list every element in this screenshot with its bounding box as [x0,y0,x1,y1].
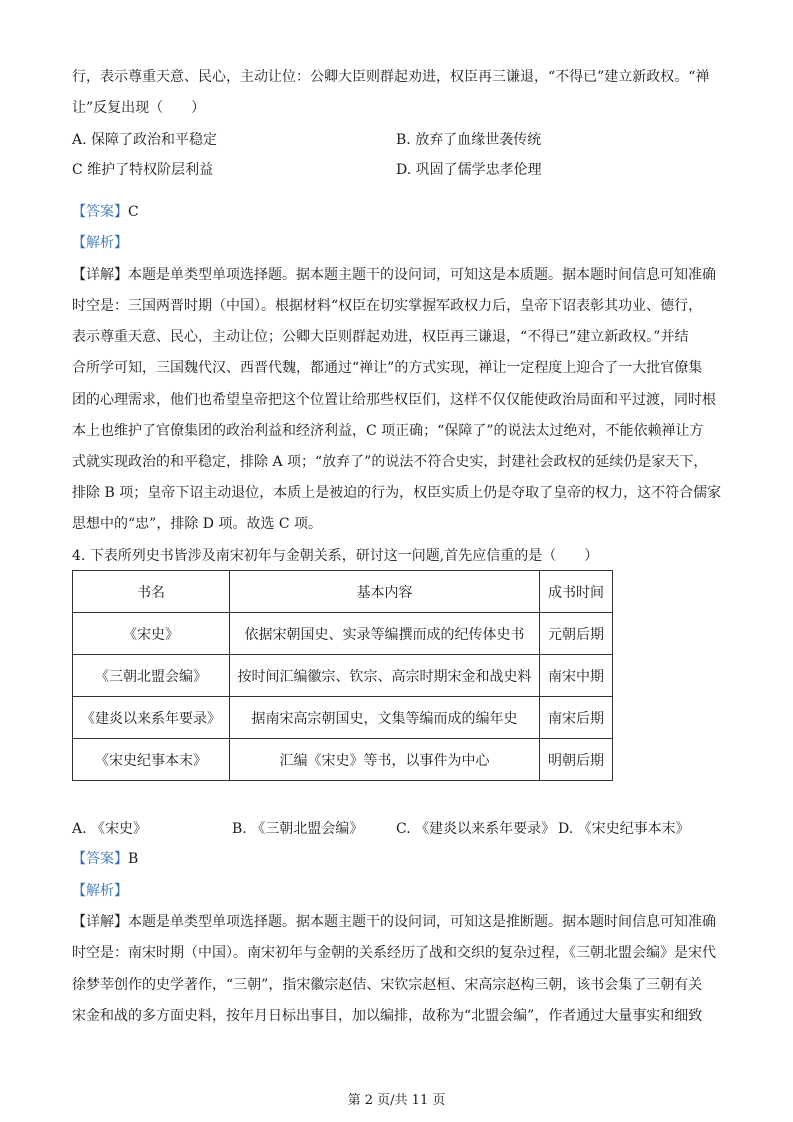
q3-detail-line: 合所学可知，三国魏代汉、西晋代魏，都通过“禅让”的方式实现，禅让一定程度上迎合了一大批官僚集 [72,360,703,376]
table-cell: 元朝后期 [540,613,613,655]
table-row [73,739,613,781]
detail-text: 本题是单类型单项选择题。据本题主题干的设问词，可知这是本质题。据本题时间信息可知准确 [128,267,716,283]
table-header-row [73,571,613,613]
q3-detail-line: 式就实现政治的和平稳定，排除 A 项；“放弃了”的说法不符合史实，封建社会政权的延续仍是家天下， [72,454,708,470]
q4-option-c: C. 《建炎以来系年要录》 [396,821,556,837]
table-header: 书名 [73,571,230,613]
q4-stem: 4. 下表所列史书皆涉及南宋初年与金朝关系，研讨这一问题,首先应信重的是（ ） [72,548,599,564]
table-cell: 汇编《宋史》等书，以事件为中心 [230,739,540,781]
q3-detail-line: 排除 B 项；皇帝下诏主动退位，本质上是被迫的行为，权臣实质上仍是夺取了皇帝的权力，这不符合儒家 [72,485,722,501]
q3-analysis-label: 【解析】 [72,235,128,251]
table-cell: 按时间汇编徽宗、钦宗、高宗时期宋金和战史料 [230,655,540,697]
table-cell: 《建炎以来系年要录》 [73,697,230,739]
answer-value: C [128,204,139,220]
q4-detail-line: 时空是：南宋时期（中国）。南宋初年与金朝的关系经历了战和交织的复杂过程，《三朝北盟会编》是宋代 [72,945,716,961]
detail-label: 【详解】 [72,914,128,930]
table-row [73,613,613,655]
q3-detail-line [72,266,716,284]
detail-label: 【详解】 [72,267,128,283]
q4-analysis-label: 【解析】 [72,883,128,899]
table-row [73,697,613,739]
table-cell: 《三朝北盟会编》 [73,655,230,697]
q3-detail-line: 思想中的“忠”，排除 D 项。故选 C 项。 [72,516,323,532]
table-cell: 明朝后期 [540,739,613,781]
q4-detail-line: 宋金和战的多方面史料，按年月日标出事目，加以编排，故称为“北盟会编”，作者通过大量事实和细致 [72,1008,703,1024]
q4-detail-line [72,913,716,931]
q3-stem-line: 让”反复出现（ ） [72,100,206,116]
q3-stem-line: 行，表示尊重天意、民心，主动让位：公卿大臣则群起劝进，权臣再三谦退，“不得已”建立新政权。“禅 [72,69,710,85]
detail-text: 本题是单类型单项选择题。据本题主题干的设问词，可知这是推断题。据本题时间信息可知准确 [128,914,716,930]
table-header: 基本内容 [230,571,540,613]
table-header: 成书时间 [540,571,613,613]
page-footer: 第 2 页/共 11 页 [347,1093,446,1108]
answer-label: 【答案】 [72,204,128,220]
q3-detail-line: 本上也维护了官僚集团的政治利益和经济利益，C 项正确；“保障了”的说法太过绝对，不能依赖禅让方 [72,423,704,439]
q3-option-b: B. 放弃了血缘世袭传统 [396,132,542,148]
answer-label: 【答案】 [72,851,128,867]
q3-detail-line: 团的心理需求，他们也希望皇帝把这个位置让给那些权臣们，这样不仅仅能使政治局面和平过渡，同时根 [72,392,716,408]
q3-detail-line: 表示尊重天意、民心，主动让位；公卿大臣则群起劝进，权臣再三谦退，“不得已”建立新政权。”并结 [72,329,689,345]
q4-option-d: D. 《宋史纪事本末》 [558,821,690,837]
table-cell: 依据宋朝国史、实录等编撰而成的纪传体史书 [230,613,540,655]
q4-detail-line: 徐梦莘创作的史学著作，“三朝”，指宋徽宗赵佶、宋钦宗赵桓、宋高宗赵构三朝，该书会集了三朝有关 [72,977,703,993]
q4-option-b: B. 《三朝北盟会编》 [232,821,364,837]
answer-value: B [128,851,139,867]
table-cell: 南宋中期 [540,655,613,697]
table-cell: 南宋后期 [540,697,613,739]
q3-option-c: C 维护了特权阶层利益 [72,162,214,178]
q3-option-d: D. 巩固了儒学忠孝伦理 [396,162,542,178]
q4-table [72,570,613,781]
q3-detail-line: 时空是：三国两晋时期（中国）。根据材料“权臣在切实掌握军政权力后，皇帝下诏表彰其功业、德行， [72,298,703,314]
q4-answer [72,850,138,868]
table-cell: 《宋史》 [73,613,230,655]
q4-option-a: A. 《宋史》 [72,821,148,837]
table-cell: 《宋史纪事本末》 [73,739,230,781]
table-cell: 据南宋高宗朝国史，文集等编而成的编年史 [230,697,540,739]
q3-option-a: A. 保障了政治和平稳定 [72,132,218,148]
table-row [73,655,613,697]
q3-answer [72,203,139,221]
